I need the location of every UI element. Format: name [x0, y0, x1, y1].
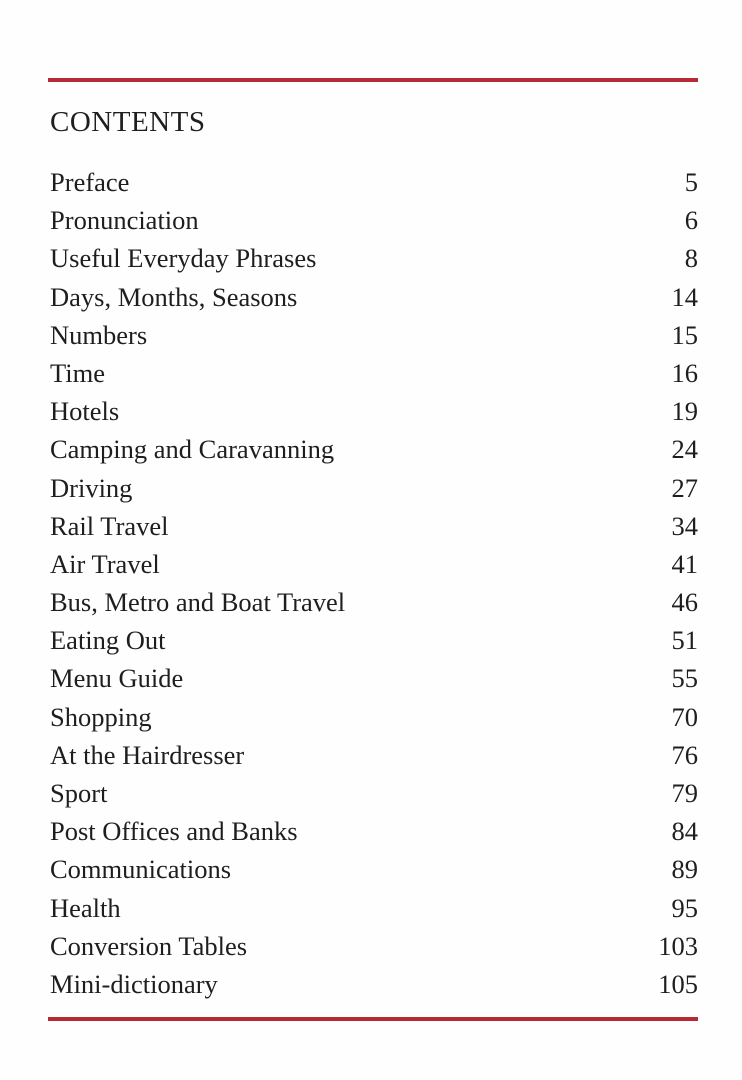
toc-entry[interactable]	[50, 201, 698, 239]
bottom-divider	[48, 1017, 698, 1021]
toc-entry-page-number: 89	[671, 854, 698, 885]
toc-entry-label: Hotels	[50, 396, 120, 427]
toc-entry-label: Driving	[50, 472, 133, 503]
toc-entry-label: Rail Travel	[50, 510, 169, 541]
toc-entry-label: Communications	[50, 854, 232, 885]
toc-entry[interactable]	[50, 965, 698, 1003]
toc-entry[interactable]	[50, 239, 698, 277]
toc-entry-label: Post Offices and Banks	[50, 816, 298, 847]
toc-entry-page-number: 8	[684, 243, 698, 274]
toc-entry-page-number: 51	[671, 625, 698, 656]
toc-entry-label: Pronunciation	[50, 205, 199, 236]
toc-entry-page-number: 27	[671, 472, 698, 503]
toc-entry[interactable]	[50, 889, 698, 927]
toc-entry[interactable]	[50, 850, 698, 888]
toc-entry-page-number: 105	[658, 968, 698, 999]
toc-entry-page-number: 55	[671, 663, 698, 694]
page-title: CONTENTS	[50, 106, 206, 138]
top-divider	[48, 78, 698, 82]
toc-entry-label: Useful Everyday Phrases	[50, 243, 317, 274]
toc-entry[interactable]	[50, 774, 698, 812]
toc-entry[interactable]	[50, 583, 698, 621]
toc-entry-label: Air Travel	[50, 548, 160, 579]
toc-entry-page-number: 41	[671, 548, 698, 579]
toc-entry-label: At the Hairdresser	[50, 739, 245, 770]
toc-entry[interactable]	[50, 545, 698, 583]
toc-entry[interactable]	[50, 659, 698, 697]
toc-entry-page-number: 5	[684, 167, 698, 197]
toc-entry[interactable]	[50, 927, 698, 965]
toc-entry[interactable]	[50, 392, 698, 430]
table-of-contents	[50, 163, 698, 1003]
toc-entry-label: Menu Guide	[50, 663, 184, 694]
toc-entry-label: Bus, Metro and Boat Travel	[50, 587, 346, 618]
toc-entry-page-number: 76	[671, 739, 698, 770]
toc-entry-label: Preface	[50, 167, 130, 197]
toc-entry-page-number: 6	[684, 205, 698, 236]
toc-entry-label: Eating Out	[50, 625, 166, 656]
toc-entry-page-number: 46	[671, 587, 698, 618]
toc-entry[interactable]	[50, 163, 698, 201]
toc-entry[interactable]	[50, 430, 698, 468]
toc-entry[interactable]	[50, 812, 698, 850]
toc-entry-page-number: 70	[671, 701, 698, 732]
toc-entry-page-number: 24	[671, 434, 698, 465]
toc-entry[interactable]	[50, 736, 698, 774]
toc-entry-page-number: 15	[671, 319, 698, 350]
toc-entry-page-number: 84	[671, 816, 698, 847]
toc-entry-label: Time	[50, 357, 105, 388]
toc-entry[interactable]	[50, 316, 698, 354]
toc-entry[interactable]	[50, 354, 698, 392]
toc-entry-page-number: 34	[671, 510, 698, 541]
toc-entry-label: Numbers	[50, 319, 148, 350]
toc-entry[interactable]	[50, 507, 698, 545]
toc-entry-page-number: 95	[671, 892, 698, 923]
toc-entry[interactable]	[50, 469, 698, 507]
toc-entry-label: Conversion Tables	[50, 930, 248, 961]
toc-entry[interactable]	[50, 278, 698, 316]
toc-entry-label: Mini-dictionary	[50, 968, 218, 999]
toc-entry-label: Sport	[50, 778, 108, 808]
toc-entry-label: Camping and Caravanning	[50, 434, 335, 465]
toc-entry-page-number: 103	[658, 930, 698, 961]
toc-entry-label: Health	[50, 892, 121, 923]
toc-entry-page-number: 14	[671, 281, 698, 312]
toc-entry-label: Days, Months, Seasons	[50, 281, 298, 312]
toc-entry[interactable]	[50, 621, 698, 659]
toc-entry-page-number: 79	[671, 778, 698, 808]
toc-entry[interactable]	[50, 698, 698, 736]
toc-entry-label: Shopping	[50, 701, 152, 732]
toc-entry-page-number: 19	[671, 396, 698, 427]
toc-entry-page-number: 16	[671, 357, 698, 388]
